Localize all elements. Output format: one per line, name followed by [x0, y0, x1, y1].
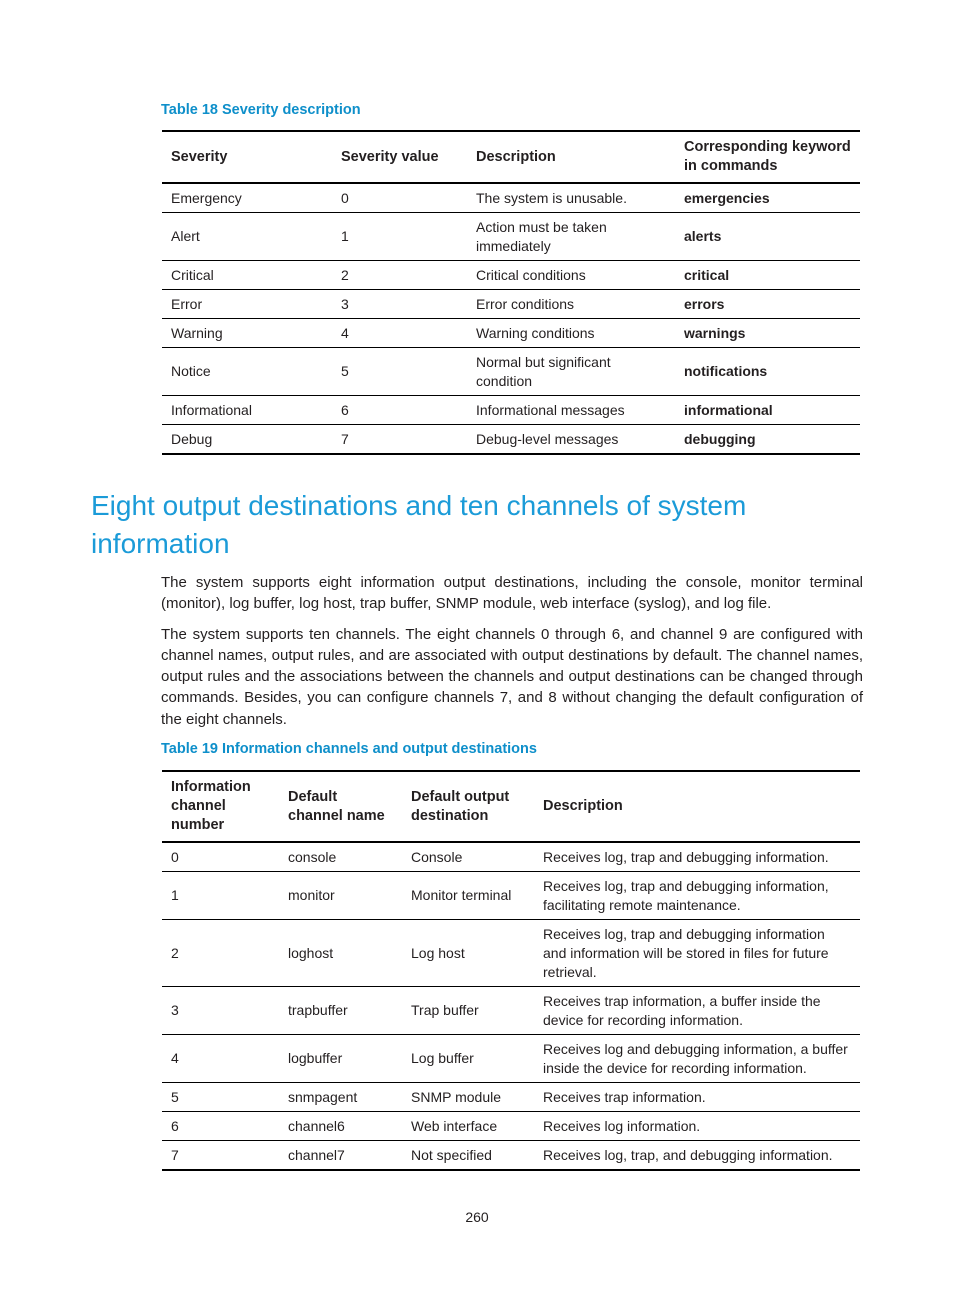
keyword-cell: critical: [675, 261, 860, 290]
severity-value-cell: 6: [332, 396, 467, 425]
table-row: [162, 396, 860, 425]
description-cell: Receives log, trap, and debugging information.: [534, 1141, 860, 1171]
table-row: [162, 987, 860, 1035]
severity-cell: Notice: [162, 348, 332, 396]
output-destination-cell: Console: [402, 842, 534, 872]
keyword-cell: notifications: [675, 348, 860, 396]
table-row: [162, 842, 860, 872]
header-description: Description: [534, 771, 860, 842]
severity-value-cell: 7: [332, 425, 467, 455]
channel-number-cell: 0: [162, 842, 279, 872]
channel-name-cell: trapbuffer: [279, 987, 402, 1035]
channel-number-cell: 3: [162, 987, 279, 1035]
description-cell: Receives log information.: [534, 1112, 860, 1141]
header-channel-name: Default channel name: [279, 771, 402, 842]
description-cell: The system is unusable.: [467, 183, 675, 213]
table-row: [162, 1083, 860, 1112]
keyword-cell: warnings: [675, 319, 860, 348]
description-cell: Debug-level messages: [467, 425, 675, 455]
channel-name-cell: channel6: [279, 1112, 402, 1141]
channel-name-cell: monitor: [279, 872, 402, 920]
output-destination-cell: Not specified: [402, 1141, 534, 1171]
channel-name-cell: console: [279, 842, 402, 872]
table-row: [162, 920, 860, 987]
table-row: [162, 872, 860, 920]
table-row: [162, 1112, 860, 1141]
channel-name-cell: channel7: [279, 1141, 402, 1171]
description-cell: Receives log, trap and debugging information and information will be stored in files for future retrieval.: [534, 920, 860, 987]
header-keyword: Corresponding keyword in commands: [675, 131, 860, 183]
output-destination-cell: SNMP module: [402, 1083, 534, 1112]
header-description: Description: [467, 131, 675, 183]
header-channel-number: Information channel number: [162, 771, 279, 842]
page-number: 260: [465, 1209, 489, 1225]
table-row: [162, 183, 860, 213]
severity-value-cell: 0: [332, 183, 467, 213]
header-output-destination: Default output destination: [402, 771, 534, 842]
severity-table: [162, 130, 860, 455]
output-destination-cell: Web interface: [402, 1112, 534, 1141]
description-cell: Receives log, trap and debugging information.: [534, 842, 860, 872]
channel-number-cell: 2: [162, 920, 279, 987]
table-row: [162, 319, 860, 348]
table-header-row: [162, 771, 860, 842]
output-destination-cell: Trap buffer: [402, 987, 534, 1035]
description-cell: Receives trap information, a buffer inside the device for recording information.: [534, 987, 860, 1035]
table-row: [162, 1141, 860, 1171]
severity-value-cell: 1: [332, 213, 467, 261]
channel-number-cell: 5: [162, 1083, 279, 1112]
severity-cell: Warning: [162, 319, 332, 348]
table-header-row: [162, 131, 860, 183]
output-destination-cell: Log host: [402, 920, 534, 987]
keyword-cell: informational: [675, 396, 860, 425]
paragraph: The system supports ten channels. The eight channels 0 through 6, and channel 9 are configured with channel names, output rules, and are associated with output destinations by default. The channel names, output rules and the associations between the channels and output destinations can be changed through commands. Besides, you can configure channels 7, and 8 without changing the default configuration of the eight channels.: [161, 625, 863, 728]
channels-table: [162, 770, 860, 1171]
severity-cell: Critical: [162, 261, 332, 290]
severity-value-cell: 5: [332, 348, 467, 396]
severity-cell: Emergency: [162, 183, 332, 213]
table-row: [162, 290, 860, 319]
output-destination-cell: Monitor terminal: [402, 872, 534, 920]
table-19-caption: Table 19 Information channels and output destinations: [161, 740, 537, 757]
description-cell: Normal but significant condition: [467, 348, 675, 396]
channel-number-cell: 7: [162, 1141, 279, 1171]
severity-cell: Debug: [162, 425, 332, 455]
keyword-cell: alerts: [675, 213, 860, 261]
severity-value-cell: 3: [332, 290, 467, 319]
severity-cell: Error: [162, 290, 332, 319]
channel-number-cell: 1: [162, 872, 279, 920]
header-severity: Severity: [162, 131, 332, 183]
severity-cell: Alert: [162, 213, 332, 261]
section-heading: Eight output destinations and ten channels of system information: [91, 490, 747, 559]
severity-cell: Informational: [162, 396, 332, 425]
output-destination-cell: Log buffer: [402, 1035, 534, 1083]
description-cell: Receives log, trap and debugging information, facilitating remote maintenance.: [534, 872, 860, 920]
description-cell: Receives trap information.: [534, 1083, 860, 1112]
paragraph: The system supports eight information output destinations, including the console, monitor terminal (monitor), log buffer, log host, trap buffer, SNMP module, web interface (syslog), and log file.: [161, 573, 863, 612]
table-row: [162, 213, 860, 261]
table-row: [162, 425, 860, 455]
keyword-cell: debugging: [675, 425, 860, 455]
table-row: [162, 348, 860, 396]
table-row: [162, 1035, 860, 1083]
table-row: [162, 261, 860, 290]
keyword-cell: errors: [675, 290, 860, 319]
channel-name-cell: loghost: [279, 920, 402, 987]
channel-number-cell: 4: [162, 1035, 279, 1083]
severity-value-cell: 2: [332, 261, 467, 290]
severity-value-cell: 4: [332, 319, 467, 348]
description-cell: Action must be taken immediately: [467, 213, 675, 261]
keyword-cell: emergencies: [675, 183, 860, 213]
description-cell: Error conditions: [467, 290, 675, 319]
description-cell: Critical conditions: [467, 261, 675, 290]
description-cell: Warning conditions: [467, 319, 675, 348]
channel-number-cell: 6: [162, 1112, 279, 1141]
description-cell: Receives log and debugging information, a buffer inside the device for recording information.: [534, 1035, 860, 1083]
channel-name-cell: snmpagent: [279, 1083, 402, 1112]
description-cell: Informational messages: [467, 396, 675, 425]
header-severity-value: Severity value: [332, 131, 467, 183]
channel-name-cell: logbuffer: [279, 1035, 402, 1083]
table-18-caption: Table 18 Severity description: [161, 101, 361, 118]
